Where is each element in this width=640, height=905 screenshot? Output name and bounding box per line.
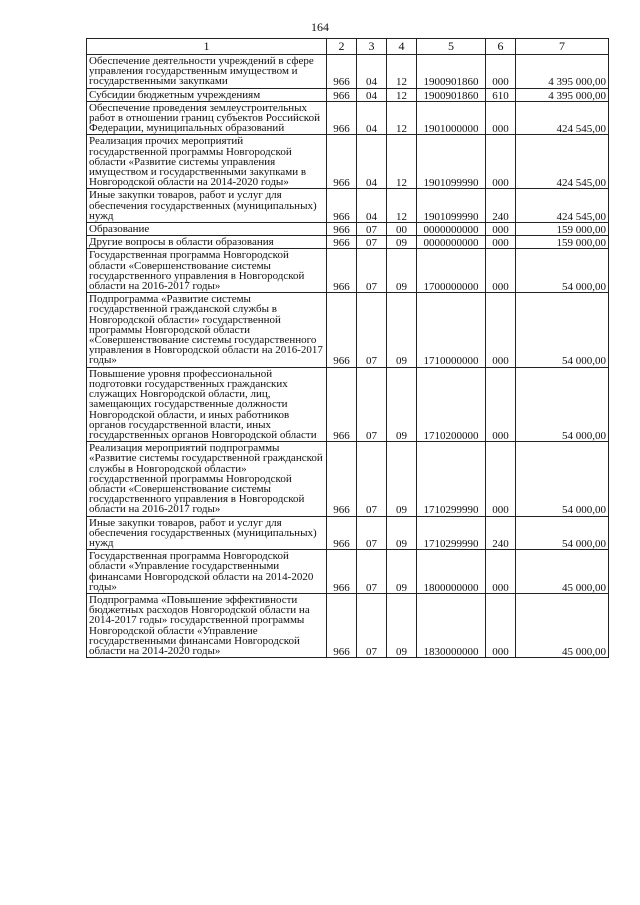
row-csr: 1710299990 bbox=[417, 516, 486, 550]
row-ved: 966 bbox=[327, 293, 357, 367]
row-name: Подпрограмма «Повышение эффективности бюджетных расходов Новгородской области на 2014-2017 годы» государственной программы Новгородской области «Управление государственными финансами Новгородской области на 2014-2020 годы» bbox=[87, 593, 327, 657]
row-ved: 966 bbox=[327, 88, 357, 101]
row-razdel: 07 bbox=[357, 223, 387, 236]
row-podrazdel: 09 bbox=[387, 550, 417, 594]
row-razdel: 07 bbox=[357, 367, 387, 441]
row-razdel: 07 bbox=[357, 550, 387, 594]
row-amount: 424 545,00 bbox=[516, 135, 609, 189]
row-podrazdel: 00 bbox=[387, 223, 417, 236]
header-cell-7: 7 bbox=[516, 39, 609, 55]
table-row bbox=[87, 442, 609, 516]
table-row bbox=[87, 88, 609, 101]
table-row bbox=[87, 55, 609, 89]
row-amount: 45 000,00 bbox=[516, 550, 609, 594]
row-ved: 966 bbox=[327, 249, 357, 293]
row-amount: 159 000,00 bbox=[516, 223, 609, 236]
table-row bbox=[87, 189, 609, 223]
row-csr: 1901099990 bbox=[417, 135, 486, 189]
row-csr: 1901000000 bbox=[417, 101, 486, 135]
row-ved: 966 bbox=[327, 101, 357, 135]
row-vr: 240 bbox=[486, 516, 516, 550]
row-ved: 966 bbox=[327, 236, 357, 249]
row-podrazdel: 12 bbox=[387, 101, 417, 135]
table-row bbox=[87, 223, 609, 236]
row-amount: 54 000,00 bbox=[516, 293, 609, 367]
row-name: Обеспечение проведения землеустроительных работ в отношении границ субъектов Российской Федерации, муниципальных образований bbox=[87, 101, 327, 135]
row-vr: 000 bbox=[486, 135, 516, 189]
row-amount: 4 395 000,00 bbox=[516, 55, 609, 89]
row-ved: 966 bbox=[327, 135, 357, 189]
header-cell-5: 5 bbox=[417, 39, 486, 55]
row-csr: 1901099990 bbox=[417, 189, 486, 223]
row-ved: 966 bbox=[327, 223, 357, 236]
row-podrazdel: 12 bbox=[387, 135, 417, 189]
row-vr: 000 bbox=[486, 550, 516, 594]
row-razdel: 07 bbox=[357, 516, 387, 550]
row-podrazdel: 12 bbox=[387, 55, 417, 89]
row-vr: 000 bbox=[486, 293, 516, 367]
row-name: Реализация мероприятий подпрограммы «Развитие системы государственной гражданской службы в Новгородской области» государственной программы Новгородской области «Совершенствование системы государственного управления в Новгородской области на 2016-2017 годы» bbox=[87, 442, 327, 516]
table-row bbox=[87, 249, 609, 293]
header-row bbox=[87, 39, 609, 55]
row-csr: 1710000000 bbox=[417, 293, 486, 367]
row-podrazdel: 12 bbox=[387, 88, 417, 101]
row-vr: 610 bbox=[486, 88, 516, 101]
row-csr: 0000000000 bbox=[417, 223, 486, 236]
row-vr: 000 bbox=[486, 442, 516, 516]
row-name: Повышение уровня профессиональной подготовки государственных гражданских служащих Новгородской области, лиц, замещающих государственные должности Новгородской области, и иных работников органов государственной власти, иных государственных органов Новгородской области bbox=[87, 367, 327, 441]
row-name: Иные закупки товаров, работ и услуг для обеспечения государственных (муниципальных) нужд bbox=[87, 189, 327, 223]
row-amount: 4 395 000,00 bbox=[516, 88, 609, 101]
row-ved: 966 bbox=[327, 55, 357, 89]
row-razdel: 07 bbox=[357, 593, 387, 657]
table-row bbox=[87, 293, 609, 367]
row-razdel: 07 bbox=[357, 249, 387, 293]
row-csr: 1900901860 bbox=[417, 88, 486, 101]
page-number: 164 bbox=[311, 20, 329, 34]
row-ved: 966 bbox=[327, 442, 357, 516]
row-ved: 966 bbox=[327, 516, 357, 550]
row-csr: 1710200000 bbox=[417, 367, 486, 441]
row-ved: 966 bbox=[327, 550, 357, 594]
row-razdel: 04 bbox=[357, 135, 387, 189]
row-vr: 000 bbox=[486, 236, 516, 249]
row-name: Субсидии бюджетным учреждениям bbox=[87, 88, 327, 101]
table-body bbox=[87, 55, 609, 658]
row-podrazdel: 09 bbox=[387, 293, 417, 367]
row-amount: 54 000,00 bbox=[516, 249, 609, 293]
row-razdel: 04 bbox=[357, 189, 387, 223]
row-name: Обеспечение деятельности учреждений в сфере управления государственным имуществом и государственными закупками bbox=[87, 55, 327, 89]
row-podrazdel: 09 bbox=[387, 249, 417, 293]
row-ved: 966 bbox=[327, 593, 357, 657]
row-vr: 000 bbox=[486, 101, 516, 135]
header-cell-3: 3 bbox=[357, 39, 387, 55]
row-vr: 000 bbox=[486, 223, 516, 236]
row-csr: 1710299990 bbox=[417, 442, 486, 516]
budget-table bbox=[86, 38, 609, 658]
row-name: Другие вопросы в области образования bbox=[87, 236, 327, 249]
row-razdel: 07 bbox=[357, 293, 387, 367]
row-name: Подпрограмма «Развитие системы государственной гражданской службы в Новгородской области» государственной программы Новгородской области «Совершенствование системы государственного управления в Новгородской области на 2016-2017 годы» bbox=[87, 293, 327, 367]
row-razdel: 07 bbox=[357, 236, 387, 249]
row-razdel: 04 bbox=[357, 55, 387, 89]
row-amount: 45 000,00 bbox=[516, 593, 609, 657]
row-amount: 424 545,00 bbox=[516, 101, 609, 135]
row-razdel: 07 bbox=[357, 442, 387, 516]
header-cell-2: 2 bbox=[327, 39, 357, 55]
row-razdel: 04 bbox=[357, 101, 387, 135]
row-name: Иные закупки товаров, работ и услуг для обеспечения государственных (муниципальных) нужд bbox=[87, 516, 327, 550]
row-podrazdel: 09 bbox=[387, 367, 417, 441]
row-razdel: 04 bbox=[357, 88, 387, 101]
row-amount: 54 000,00 bbox=[516, 442, 609, 516]
row-podrazdel: 09 bbox=[387, 442, 417, 516]
row-amount: 54 000,00 bbox=[516, 516, 609, 550]
row-ved: 966 bbox=[327, 189, 357, 223]
row-amount: 159 000,00 bbox=[516, 236, 609, 249]
row-vr: 000 bbox=[486, 367, 516, 441]
row-name: Реализация прочих мероприятий государственной программы Новгородской области «Развитие системы управления имуществом и государственными закупками в Новгородской области на 2014-2020 годы» bbox=[87, 135, 327, 189]
row-podrazdel: 09 bbox=[387, 593, 417, 657]
table-row bbox=[87, 516, 609, 550]
row-podrazdel: 09 bbox=[387, 516, 417, 550]
table-row bbox=[87, 135, 609, 189]
row-csr: 1700000000 bbox=[417, 249, 486, 293]
row-csr: 0000000000 bbox=[417, 236, 486, 249]
row-name: Государственная программа Новгородской области «Управление государственными финансами Новгородской области на 2014-2020 годы» bbox=[87, 550, 327, 594]
row-vr: 000 bbox=[486, 593, 516, 657]
row-vr: 000 bbox=[486, 55, 516, 89]
row-csr: 1800000000 bbox=[417, 550, 486, 594]
table-row bbox=[87, 593, 609, 657]
table-row bbox=[87, 550, 609, 594]
row-amount: 424 545,00 bbox=[516, 189, 609, 223]
row-vr: 000 bbox=[486, 249, 516, 293]
row-ved: 966 bbox=[327, 367, 357, 441]
row-podrazdel: 12 bbox=[387, 189, 417, 223]
header-cell-6: 6 bbox=[486, 39, 516, 55]
row-name: Образование bbox=[87, 223, 327, 236]
table-row bbox=[87, 367, 609, 441]
row-csr: 1830000000 bbox=[417, 593, 486, 657]
row-csr: 1900901860 bbox=[417, 55, 486, 89]
header-cell-4: 4 bbox=[387, 39, 417, 55]
table-row bbox=[87, 101, 609, 135]
row-amount: 54 000,00 bbox=[516, 367, 609, 441]
table-row bbox=[87, 236, 609, 249]
row-name: Государственная программа Новгородской области «Совершенствование системы государственного управления в Новгородской области на 2016-2017 годы» bbox=[87, 249, 327, 293]
header-cell-1: 1 bbox=[87, 39, 327, 55]
row-podrazdel: 09 bbox=[387, 236, 417, 249]
row-vr: 240 bbox=[486, 189, 516, 223]
